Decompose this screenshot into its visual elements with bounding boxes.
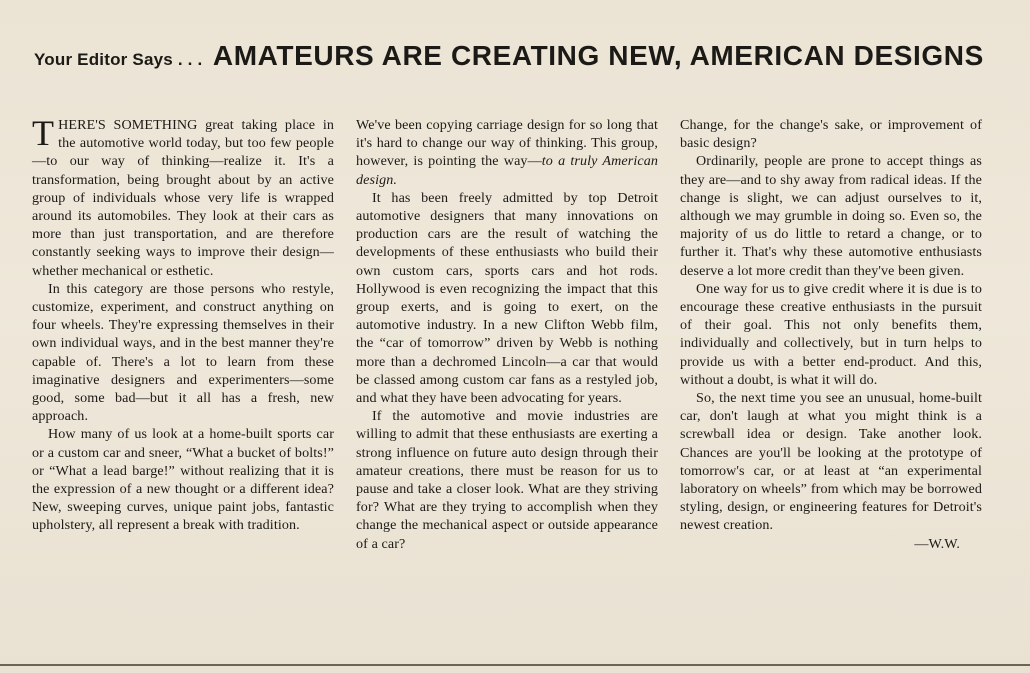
emphasis-text: to a truly American design. xyxy=(356,153,658,188)
paragraph: In this category are those persons who restyle, customize, experiment, and construct anything on four wheels. They're expressing themselves in their own individual ways, and in the best manner they're capable of. There's a lot to learn from these imaginative designers and experimenters—some good, some bad—but it all has a fresh, new approach. xyxy=(32,280,334,425)
page-header xyxy=(34,40,1004,72)
paragraph: Change, for the change's sake, or improvement of basic design? xyxy=(680,117,982,152)
paragraph-text: HERE'S SOMETHING great taking place in the automotive world today, but too few people—to our way of thinking—realize it. It's a transformation, being brought about by an active group of individuals whose very life is wrapped around its automobiles. They look at their cars as more than just transportation, and are therefore constantly seeking ways to improve their design—whether mechanical or esthetic. xyxy=(32,117,334,279)
paragraph xyxy=(356,116,658,189)
paragraph: How many of us look at a home-built sports car or a custom car and sneer, “What a bucket of bolts!” or “What a lead barge!” without realizing that it is the expression of a new thought or a different idea? New, sweeping curves, unique paint jobs, fantastic upholstery, all represent a break with tradition. xyxy=(32,426,334,534)
article-body xyxy=(32,113,982,656)
bottom-divider xyxy=(0,664,1030,666)
article-column-2 xyxy=(356,116,658,553)
drop-cap: T xyxy=(32,113,55,153)
paragraph: One way for us to give credit where it is due is to encourage these creative enthusiasts in the pursuit of their goal. This not only benefits them, individually and collectively, but in turn helps to provide us with a better end-product. And this, without a doubt, is what it will do. xyxy=(680,280,982,388)
paragraph: If the automotive and movie industries are willing to admit that these enthusiasts are exerting a strong influence on future auto design through their amateur creations, there must be reason for us to pause and take a closer look. What are they striving for? What are they trying to accomplish when they change the mechanical aspect or outside appearance of a car? xyxy=(356,408,658,552)
author-signature: —W.W. xyxy=(914,535,960,552)
paragraph: So, the next time you see an unusual, home-built car, don't laugh at what you might think is a screwball idea or design. Take another look. Chances are you'll be looking at the prototype of tomorrow's car, or at least at “an experimental laboratory on wheels” from which may be borrowed styling, design, or engineering features for Detroit's newest creation. xyxy=(680,390,982,534)
article-column-1 xyxy=(32,113,334,535)
paragraph: It has been freely admitted by top Detroit automotive designers that many innovations on production cars are the result of watching the developments of these enthusiasts who build their own custom cars, sports cars and hot rods. Hollywood is even recognizing the impact that this group exerts, and is going to exert, on the automotive industry. In a new Clifton Webb film, the “car of tomorrow” driven by Webb is nothing more than a dechromed Lincoln—a car that would be classed among custom car fans as a restyled job, and what they have been advocating for years. xyxy=(356,189,658,407)
page-title: AMATEURS ARE CREATING NEW, AMERICAN DESIGNS xyxy=(212,40,984,71)
paragraph-text: We've been copying carriage design for so long that it's hard to change our way of thinking. This group, however, is pointing the way— xyxy=(356,117,658,170)
editor-label: Your Editor Says . . . xyxy=(34,50,203,69)
paragraph: Ordinarily, people are prone to accept things as they are—and to shy away from radical ideas. If the change is slight, we can adjust ourselves to it, although we may grumble in doing so. Even so, the majority of us do little to retard a change, or to further it. That's why these automotive enthusiasts deserve a lot more credit than they've been given. xyxy=(680,153,982,279)
article-column-3 xyxy=(680,116,982,553)
paragraph xyxy=(32,113,334,280)
